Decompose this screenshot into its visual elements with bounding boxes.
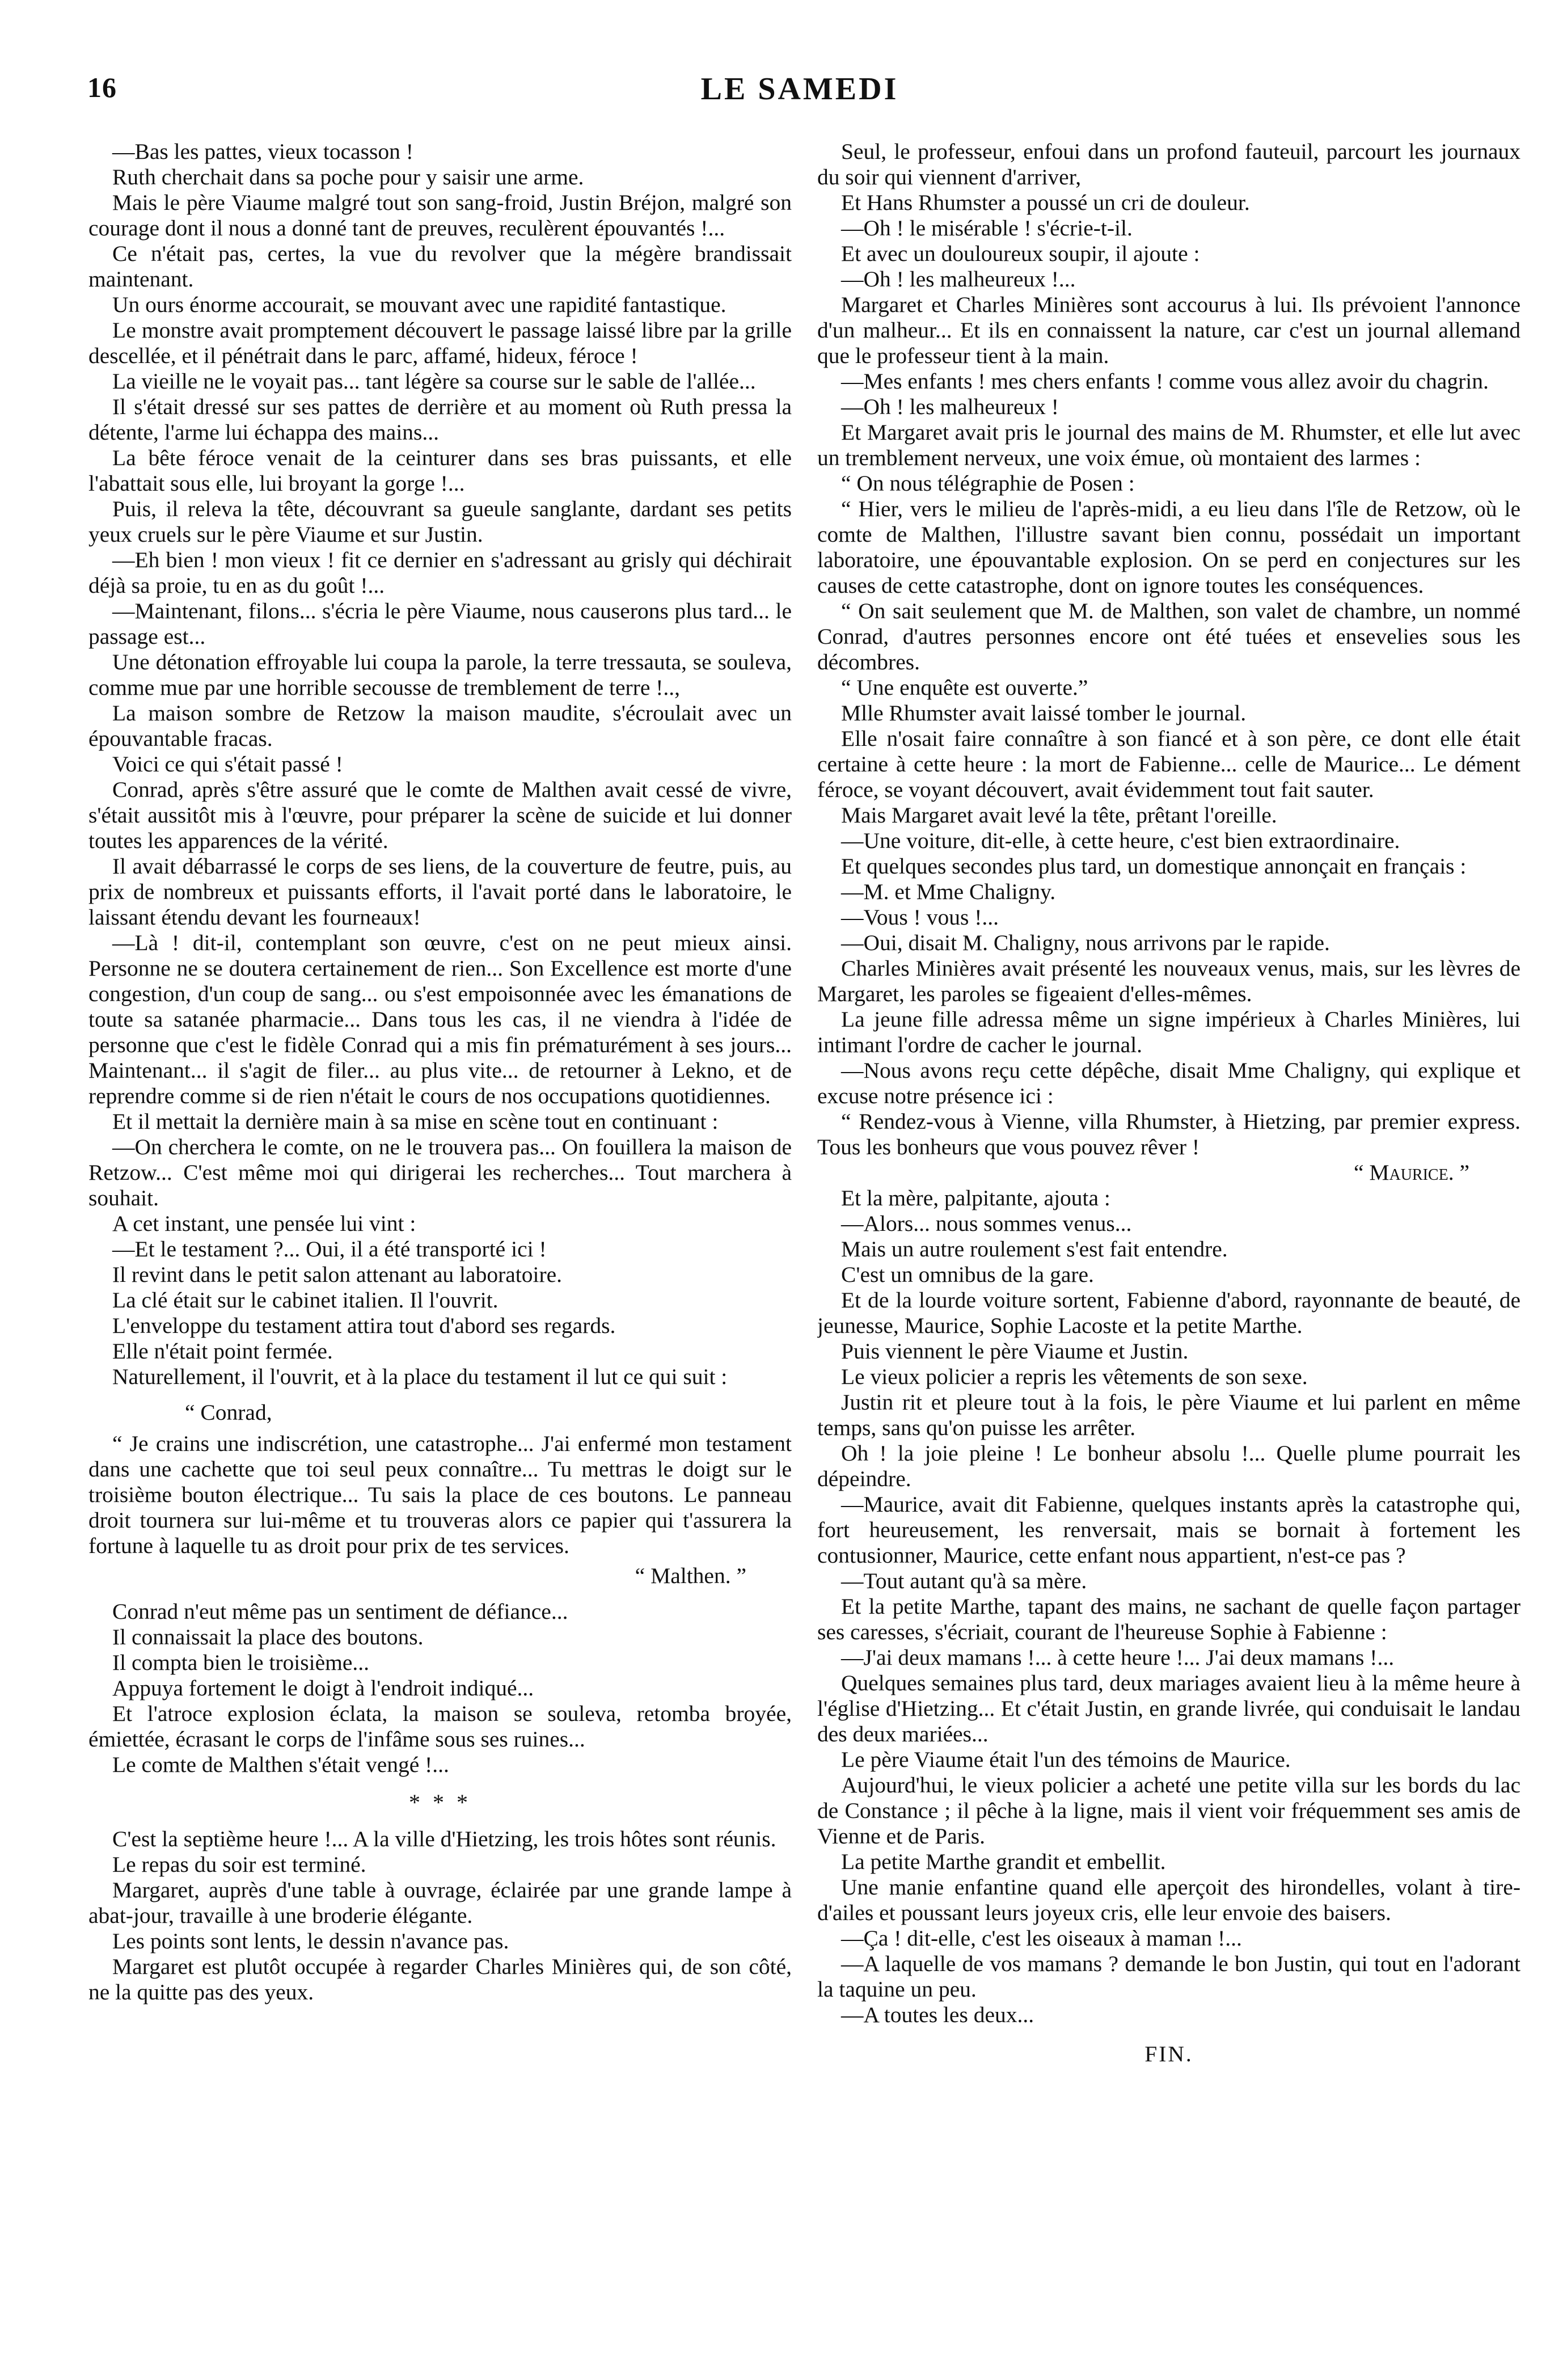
left-column-paragraph: —Eh bien ! mon vieux ! fit ce dernier en s'adressant au grisly qui déchirait déjà sa proie, tu en as du goût !... [88,547,792,598]
left-column-paragraph: Ce n'était pas, certes, la vue du revolver que la mégère brandissait maintenant. [88,241,792,292]
left-column-paragraph: —Bas les pattes, vieux tocasson ! [112,139,413,164]
right-column-paragraph: Margaret et Charles Minières sont accourus à lui. Ils prévoient l'annonce d'un malheur... Et ils en connaissent la nature, car c'est un journal allemand que le professeur tient à la main. [817,292,1520,368]
quoted-message: “ Rendez-vous à Vienne, villa Rhumster, à Hietzing, par premier express. Tous les bonheurs que vous pouvez rêver ! [817,1109,1520,1159]
left-column-paragraph: —Maintenant, filons... s'écria le père Viaume, nous causerons plus tard... le passage est... [88,598,792,649]
section-separator: * * * [409,1790,471,1815]
right-column-paragraph: —Maurice, avait dit Fabienne, quelques instants après la catastrophe qui, fort heureusement, les renversait, mais se bornait à fortement les contusionner, Maurice, cette enfant nous appartient, n'est-ce pas ? [817,1492,1520,1568]
right-column-paragraph: Et la petite Marthe, tapant des mains, ne sachant de quelle façon partager ses caresses, s'écriait, courant de l'heureuse Sophie à Fabienne : [817,1594,1520,1644]
left-column-paragraph: Voici ce qui s'était passé ! [112,752,343,777]
left-column-paragraph: A cet instant, une pensée lui vint : [112,1211,416,1236]
right-column-paragraph: C'est un omnibus de la gare. [841,1262,1094,1287]
left-column-paragraph: Une détonation effroyable lui coupa la parole, la terre tressauta, se souleva, comme mue par une horrible secousse de tremblement de terre !.., [88,649,792,700]
left-column-paragraph: Mais le père Viaume malgré tout son sang-froid, Justin Bréjon, malgré son courage dont il nous a donné tant de preuves, reculèrent épouvantés !... [88,190,792,240]
letter-salutation: “ Conrad, [185,1400,272,1425]
page-number: 16 [87,71,117,103]
right-column-paragraph: —J'ai deux mamans !... à cette heure !... J'ai deux mamans !... [841,1645,1395,1670]
left-column-paragraph: —On cherchera le comte, on ne le trouvera pas... On fouillera la maison de Retzow... C'est même moi qui dirigerai les recherches... Tout marchera à souhait. [88,1134,792,1210]
right-column-paragraph: Oh ! la joie pleine ! Le bonheur absolu !... Quelle plume pourrait les dépeindre. [817,1441,1520,1491]
right-column-paragraph: —Une voiture, dit-elle, à cette heure, c'est bien extraordinaire. [841,828,1400,853]
right-column-paragraph: Quelques semaines plus tard, deux mariages avaient lieu à la même heure à l'église d'Hietzing... Et c'était Justin, en grande livrée, qui conduisait le landau des deux mariées... [817,1670,1520,1746]
left-column-paragraph: —Et le testament ?... Oui, il a été transporté ici ! [112,1237,547,1261]
left-column-paragraph: C'est la septième heure !... A la ville d'Hietzing, les trois hôtes sont réunis. [112,1826,776,1851]
left-column-paragraph: Il compta bien le troisième... [112,1650,370,1675]
left-column-paragraph: La clé était sur le cabinet italien. Il l'ouvrit. [112,1288,499,1313]
right-column-paragraph: —Oh ! les malheureux !... [841,267,1076,292]
right-column-paragraph: —Mes enfants ! mes chers enfants ! comme vous allez avoir du chagrin. [841,369,1489,394]
left-column-paragraph: Et l'atroce explosion éclata, la maison se souleva, retomba broyée, émiettée, écrasant le corps de l'infâme sous ses ruines... [88,1701,792,1752]
left-column-paragraph: Il revint dans le petit salon attenant au laboratoire. [112,1262,563,1287]
left-column-paragraph: Margaret, auprès d'une table à ouvrage, éclairée par une grande lampe à abat-jour, travaille à une broderie élégante. [88,1877,792,1928]
right-column-paragraph: —Oh ! le misérable ! s'écrie-t-il. [841,216,1133,240]
right-column-paragraph: —M. et Mme Chaligny. [841,879,1056,904]
left-column-paragraph: Un ours énorme accourait, se mouvant avec une rapidité fantastique. [112,292,727,317]
left-column-paragraph: Puis, il releva la tête, découvrant sa gueule sanglante, dardant ses petits yeux cruels sur le père Viaume et sur Justin. [88,496,792,547]
right-column-paragraph: Mlle Rhumster avait laissé tomber le journal. [841,701,1247,725]
right-column-paragraph: Et Margaret avait pris le journal des mains de M. Rhumster, et elle lut avec un tremblement nerveux, une voix émue, où montaient des larmes : [817,420,1520,470]
right-column-paragraph: Justin rit et pleure tout à la fois, le père Viaume et lui parlent en même temps, sans qu'on puisse les arrêter. [817,1390,1520,1440]
left-column-paragraph: —Là ! dit-il, contemplant son œuvre, c'est on ne peut mieux ainsi. Personne ne se doutera certainement de rien... Son Excellence est morte d'une congestion, d'un coup de sang... ou s'est empoisonnée avec les émanations de toute sa satanée pharmacie... Dans tous les cas, il ne viendra à l'idée de personne que c'est le fidèle Conrad qui a mis fin prématurément à ses jours... Maintenant... il s'agit de filer... au plus vite... de retourner à Lekno, et de reprendre comme si de rien n'était le cours de nos occupations quotidiennes. [88,930,792,1108]
left-column-paragraph: Il avait débarrassé le corps de ses liens, de la couverture de feutre, puis, au prix de nombreux et puissants efforts, il l'avait porté dans le laboratoire, le laissant étendu devant les fourneaux! [88,854,792,930]
right-column-paragraph: Une manie enfantine quand elle aperçoit des hirondelles, volant à tire-d'ailes et poussant leurs joyeux cris, elle leur envoie des baisers. [817,1875,1520,1925]
right-column-paragraph: La petite Marthe grandit et embellit. [841,1849,1166,1874]
right-column-paragraph: —A toutes les deux... [841,2002,1034,2027]
right-column-paragraph: “ Une enquête est ouverte.” [841,675,1088,700]
right-column-paragraph: “ Hier, vers le milieu de l'après-midi, a eu lieu dans l'île de Retzow, où le comte de Malthen, l'illustre savant bien connu, possédait un important laboratoire, une épouvantable explosion. On se perd en conjectures sur les causes de cette catastrophe, dont on ignore toutes les conséquences. [817,496,1520,598]
left-column-paragraph: Et il mettait la dernière main à sa mise en scène tout en continuant : [112,1109,719,1134]
left-column-paragraph: Naturellement, il l'ouvrit, et à la place du testament il lut ce qui suit : [112,1364,728,1389]
right-column-paragraph: “ On nous télégraphie de Posen : [841,471,1135,496]
signature: “ Maurice. ” [1353,1160,1469,1185]
right-column-paragraph: Le père Viaume était l'un des témoins de Maurice. [841,1747,1291,1772]
right-column-paragraph: Et avec un douloureux soupir, il ajoute : [841,241,1200,266]
left-column-paragraph: Il connaissait la place des boutons. [112,1624,424,1649]
left-column-paragraph: Le comte de Malthen s'était vengé !... [112,1752,449,1777]
left-column-paragraph: Le monstre avait promptement découvert le passage laissé libre par la grille descellée, et il pénétrait dans le parc, affamé, hideux, féroce ! [88,318,792,368]
left-column-paragraph: Conrad n'eut même pas un sentiment de défiance... [112,1599,568,1624]
right-column-paragraph: —Nous avons reçu cette dépêche, disait Mme Chaligny, qui explique et excuse notre présence ici : [817,1058,1520,1108]
right-column-paragraph: Elle n'osait faire connaître à son fiancé et à son père, ce dont elle était certaine à cette heure : la mort de Fabienne... celle de Maurice... Le dément féroce, se voyant découvert, avait évidemment tout fait sauter. [817,726,1520,802]
right-column-paragraph: —Vous ! vous !... [841,905,999,930]
left-column-paragraph: Appuya fortement le doigt à l'endroit indiqué... [112,1676,534,1700]
right-column-paragraph: “ On sait seulement que M. de Malthen, son valet de chambre, un nommé Conrad, d'autres personnes encore ont été tuées et ensevelies sous les décombres. [817,598,1520,674]
right-column-paragraph: Puis viennent le père Viaume et Justin. [841,1339,1189,1364]
right-column-paragraph: Seul, le professeur, enfoui dans un profond fauteuil, parcourt les journaux du soir qui viennent d'arriver, [817,139,1520,189]
quoted-message: “ Je crains une indiscrétion, une catastrophe... J'ai enfermé mon testament dans une cachette que toi seul peux connaître... Tu mettras le doigt sur le troisième bouton électrique... Tu sais la place de ces boutons. Le panneau droit tournera sur lui-même et tu trouveras alors ce papier qui t'assurera la fortune à laquelle tu as droit pour prix de tes services. [88,1431,792,1558]
left-column-paragraph: Margaret est plutôt occupée à regarder Charles Minières qui, de son côté, ne la quitte pas des yeux. [88,1954,792,2005]
right-column-paragraph: —Tout autant qu'à sa mère. [841,1568,1087,1593]
end-mark: FIN. [1144,2041,1193,2066]
left-column-paragraph: La maison sombre de Retzow la maison maudite, s'écroulait avec un épouvantable fracas. [88,701,792,751]
left-column-paragraph: Le repas du soir est terminé. [112,1852,366,1877]
right-column-paragraph: Aujourd'hui, le vieux policier a acheté une petite villa sur les bords du lac de Constance ; il pêche à la ligne, mais il vient voir fréquemment ses amis de Vienne et de Paris. [817,1773,1520,1849]
left-column-paragraph: Les points sont lents, le dessin n'avance pas. [112,1929,509,1953]
left-column-paragraph: Il s'était dressé sur ses pattes de derrière et au moment où Ruth pressa la détente, l'arme lui échappa des mains... [88,394,792,445]
right-column-paragraph: —A laquelle de vos mamans ? demande le bon Justin, qui tout en l'adorant la taquine un peu. [817,1951,1520,2002]
right-column-paragraph: Mais un autre roulement s'est fait entendre. [841,1237,1228,1261]
right-column-paragraph: Charles Minières avait présenté les nouveaux venus, mais, sur les lèvres de Margaret, les paroles se figeaient d'elles-mêmes. [817,956,1520,1006]
left-column-paragraph: Elle n'était point fermée. [112,1339,333,1364]
left-column-paragraph: L'enveloppe du testament attira tout d'abord ses regards. [112,1313,616,1338]
left-column-paragraph: Ruth cherchait dans sa poche pour y saisir une arme. [112,164,584,189]
running-title: LE SAMEDI [700,71,899,107]
right-column-paragraph: La jeune fille adressa même un signe impérieux à Charles Minières, lui intimant l'ordre de cacher le journal. [817,1007,1520,1057]
signature: “ Malthen. ” [635,1563,746,1588]
right-column-paragraph: —Oh ! les malheureux ! [841,394,1059,419]
left-column [88,139,792,2334]
right-column-paragraph: Et Hans Rhumster a poussé un cri de douleur. [841,190,1250,215]
left-column-paragraph: La vieille ne le voyait pas... tant légère sa course sur le sable de l'allée... [112,369,756,394]
right-column [817,139,1520,2334]
page-header [85,71,1514,116]
left-column-paragraph: La bête féroce venait de la ceinturer dans ses bras puissants, et elle l'abattait sous elle, lui broyant la gorge !... [88,445,792,496]
right-column-paragraph: Mais Margaret avait levé la tête, prêtant l'oreille. [841,803,1277,828]
right-column-paragraph: —Oui, disait M. Chaligny, nous arrivons par le rapide. [841,930,1330,955]
right-column-paragraph: Le vieux policier a repris les vêtements de son sexe. [841,1364,1308,1389]
right-column-paragraph: Et quelques secondes plus tard, un domestique annonçait en français : [841,854,1467,879]
right-column-paragraph: Et de la lourde voiture sortent, Fabienne d'abord, rayonnante de beauté, de jeunesse, Maurice, Sophie Lacoste et la petite Marthe. [817,1288,1520,1338]
left-column-paragraph: Conrad, après s'être assuré que le comte de Malthen avait cessé de vivre, s'était aussitôt mis à l'œuvre, pour préparer la scène de suicide et lui donner toutes les apparences de la vérité. [88,777,792,853]
right-column-paragraph: Et la mère, palpitante, ajouta : [841,1185,1110,1210]
right-column-paragraph: —Ça ! dit-elle, c'est les oiseaux à maman !... [841,1926,1242,1951]
right-column-paragraph: —Alors... nous sommes venus... [841,1211,1132,1236]
